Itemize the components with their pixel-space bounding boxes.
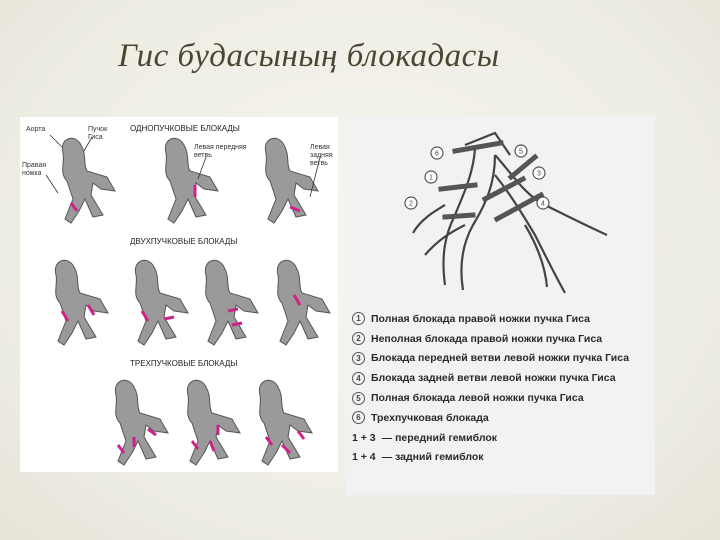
heading-three-bundle: ТРЕХПУЧКОВЫЕ БЛОКАДЫ [130,359,238,368]
legend-text: Полная блокада левой ножки пучка Гиса [371,392,584,405]
legend-text: — задний гемиблок [381,451,484,464]
diagram-bifascicular-1 [55,260,108,345]
label-bundle-of-his: Пучок Гиса [88,126,108,141]
diagram-trifascicular-1 [115,380,168,465]
marker-4-text: 4 [541,200,545,208]
legend-marker: 3 [352,352,365,365]
legend-marker: 4 [352,372,365,385]
legend-text: Неполная блокада правой ножки пучка Гиса [371,332,603,345]
diagram-bifascicular-2 [135,260,188,345]
legend-item [352,388,652,408]
marker-5-text: 5 [519,148,523,156]
slide-title: Гис будасының блокадасы [118,38,500,74]
legend-item [352,448,652,468]
legend-item [352,309,652,329]
marker-2-text: 2 [409,200,413,208]
diagram-bifascicular-4 [277,260,330,345]
legend-marker: 1 [352,312,365,325]
legend-item [352,329,652,349]
marker-1-text: 1 [429,174,433,182]
legend-text: Трехпучковая блокада [371,411,489,424]
legend-marker: 5 [352,392,365,405]
legend-text: Блокада передней ветви левой ножки пучка Гиса [371,352,630,365]
blockade-legend [352,309,652,467]
diagram-trifascicular-3 [259,380,312,465]
heading-two-bundle: ДВУХПУЧКОВЫЕ БЛОКАДЫ [130,237,238,246]
label-right-leg: Правая ножка [22,162,47,177]
legend-marker: 1 + 3 [352,431,376,444]
diagram-normal [62,138,115,223]
legend-item [352,408,652,428]
legend-marker: 1 + 4 [352,451,376,464]
label-aorta: Аорта [26,126,46,133]
label-left-posterior: Левая задняя ветвь [310,144,333,167]
conduction-schematic-svg [345,115,655,305]
marker-3-text: 3 [537,170,541,178]
marker-6-text: 6 [435,150,439,158]
legend-item [352,349,652,369]
diagram-bifascicular-3 [205,260,258,345]
diagram-trifascicular-2 [187,380,240,465]
heading-one-bundle: ОДНОПУЧКОВЫЕ БЛОКАДЫ [130,124,240,133]
legend-text: Полная блокада правой ножки пучка Гиса [371,312,590,325]
legend-marker: 2 [352,332,365,345]
legend-marker: 6 [352,411,365,424]
blockade-diagrams-panel [20,117,338,472]
legend-item [352,428,652,448]
blockade-diagrams-svg [20,117,338,472]
label-left-anterior: Левая передняя ветвь [194,144,247,159]
legend-item [352,368,652,388]
legend-text: — передний гемиблок [381,431,498,444]
legend-text: Блокада задней ветви левой ножки пучка Гиса [371,372,616,385]
